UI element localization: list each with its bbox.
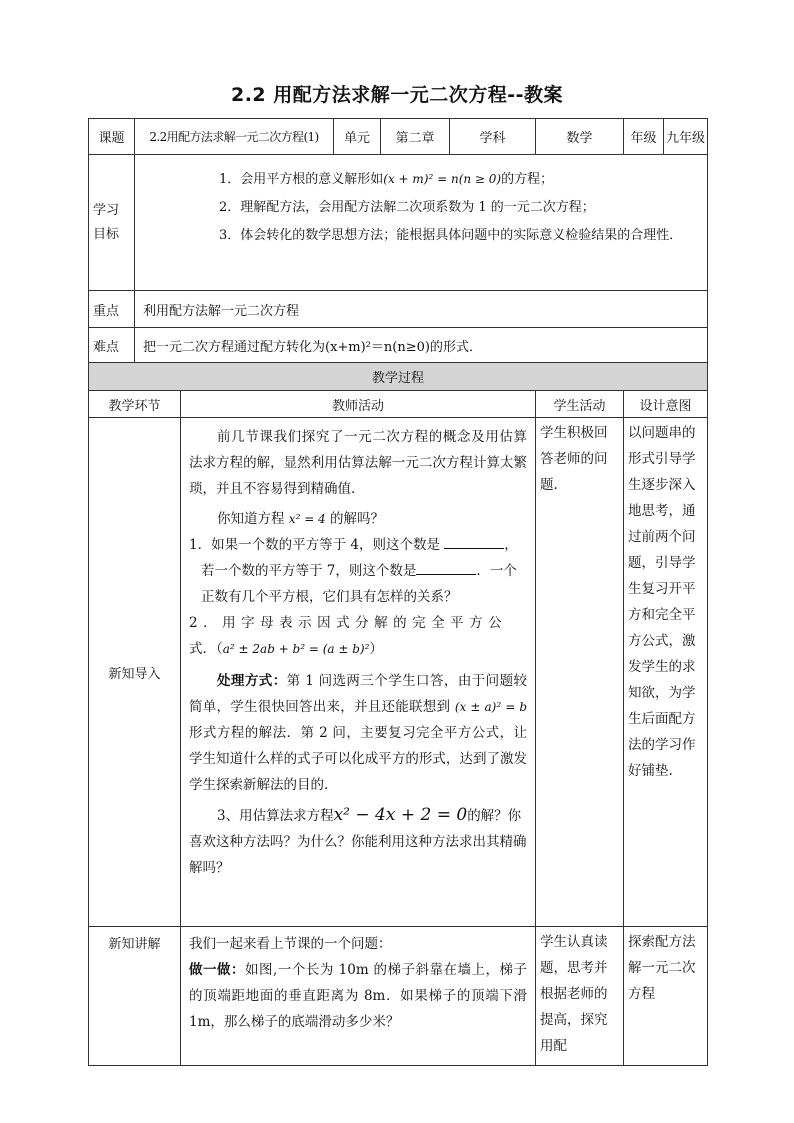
key-point-value: 利用配方法解一元二次方程	[135, 291, 708, 328]
intro-question-3: 3、用估算法求方程x² − 4x + 2 = 0的解？你喜欢这种方法吗？为什么？你能利用这种方法求出其精确解吗？	[189, 805, 527, 876]
goals-row	[89, 155, 708, 291]
subject-label: 学科	[450, 119, 536, 155]
difficulty-value: 把一元二次方程通过配方转化为(x+m)²＝n(n≥0)的形式．	[135, 328, 708, 363]
intro-question-2: 2．用字母表示因式分解的完全平方公	[189, 615, 508, 631]
unit-label: 单元	[334, 119, 381, 155]
intro-paragraph: 前几节课我们探究了一元二次方程的概念及用估算法求方程的解，显然利用估算法解一元二次方程计算太繁琐，并且不容易得到精确值．	[189, 429, 528, 497]
process-title-row	[89, 363, 708, 391]
intro-design: 以问题串的形式引导学生逐步深入地思考，通过前两个问题，引导学生复习开平方和完全平方公式，激发学生的求知欲，为学生后面配方法的学习作好铺垫.	[624, 418, 708, 927]
unit-value: 第二章	[381, 119, 450, 155]
header-row	[89, 119, 708, 155]
goal-3: 3．体会转化的数学思想方法；能根据具体问题中的实际意义检验结果的合理性．	[219, 228, 683, 243]
col-teacher: 教师活动	[181, 391, 536, 418]
key-point-row	[89, 291, 708, 328]
intro-teacher	[181, 418, 536, 927]
process-title: 教学过程	[89, 363, 708, 391]
goals-label	[89, 155, 135, 291]
explain-student: 学生认真读题，思考并根据老师的提高，探究用配	[536, 927, 624, 1066]
key-point-label: 重点	[89, 291, 135, 328]
goal-1: 1．会用平方根的意义解形如(x + m)² = n(n ≥ 0)的方程；	[219, 172, 554, 187]
explain-stage: 新知讲解	[89, 927, 181, 1066]
answer-blank-2[interactable]	[416, 560, 476, 575]
grade-value: 九年级	[664, 119, 708, 155]
explain-teacher	[181, 927, 536, 1066]
column-header-row	[89, 391, 708, 418]
col-design: 设计意图	[624, 391, 708, 418]
explain-row	[89, 927, 708, 1066]
difficulty-label: 难点	[89, 328, 135, 363]
explain-paragraph: 我们一起来看上节课的一个问题：	[189, 936, 392, 952]
intro-question-0: 你知道方程 x² = 4 的解吗？	[217, 511, 384, 527]
intro-stage: 新知导入	[89, 418, 181, 927]
answer-blank-1[interactable]	[444, 534, 504, 549]
goals-label-line1: 学习	[93, 202, 120, 218]
goal-2: 2．理解配方法，会用配方法解二次项系数为 1 的一元二次方程；	[219, 200, 595, 215]
intro-question-2-formula: 式．（a² ± 2ab + b² = (a ± b)²）	[189, 641, 383, 657]
explain-design: 探索配方法解一元二次方程	[624, 927, 708, 1066]
page-title: 2.2 用配方法求解一元二次方程--教案	[230, 84, 564, 106]
intro-question-1: 1．如果一个数的平方等于 4，则这个数是 ，若一个数的平方等于 7，则这个数是 ．一个正数有几个平方根，它们具有怎样的关系？	[189, 532, 527, 610]
goals-label-line2: 目标	[93, 226, 120, 242]
explain-try: 做一做：如图,一个长为 10m 的梯子斜靠在墙上，梯子的顶端距地面的垂直距离为 8m．如果梯子的顶端下滑 1m，那么梯子的底端滑动多少米？	[189, 962, 528, 1030]
lesson-plan-table	[88, 118, 708, 1066]
col-student: 学生活动	[536, 391, 624, 418]
subject-value: 数学	[536, 119, 624, 155]
intro-student: 学生积极回答老师的问题.	[536, 418, 624, 927]
goals-content	[135, 155, 708, 291]
lesson-value: 2.2用配方法求解一元二次方程(1)	[135, 119, 334, 155]
grade-label: 年级	[624, 119, 664, 155]
intro-method: 处理方式：第 1 问选两三个学生口答，由于问题较简单，学生很快回答出来，并且还能联想到 (x ± a)² = b 形式方程的解法．第 2 问，主要复习完全平方公式，让学生知道什么样的式子可以化成平方的形式，达到了激发学生探索新解法的目的．	[189, 673, 528, 793]
difficulty-row	[89, 328, 708, 363]
intro-row	[89, 418, 708, 927]
lesson-label: 课题	[89, 119, 135, 155]
col-stage: 教学环节	[89, 391, 181, 418]
